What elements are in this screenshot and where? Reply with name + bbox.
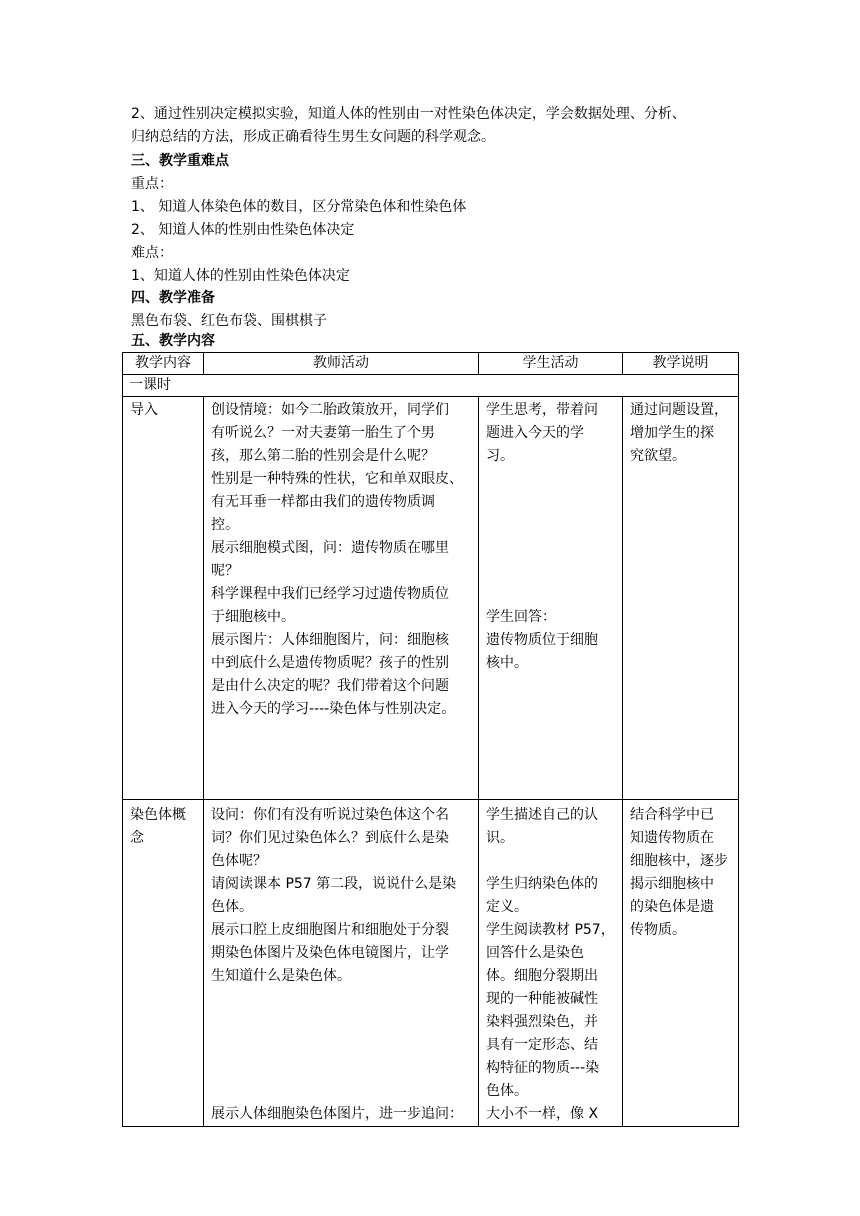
note-line: 揭示细胞核中 bbox=[630, 876, 714, 892]
teacher-line: 呢？ bbox=[211, 563, 239, 579]
difficulty-label: 难点： bbox=[131, 245, 173, 261]
note-line: 结合科学中已 bbox=[630, 807, 714, 823]
student-line: 学生思考，带着问 bbox=[486, 402, 598, 418]
student-line: 学生归纳染色体的 bbox=[486, 876, 598, 892]
student-line: 现的一种能被碱性 bbox=[486, 991, 598, 1007]
lesson-table bbox=[122, 352, 739, 1127]
session-row bbox=[123, 375, 739, 397]
note-line: 增加学生的探 bbox=[630, 425, 714, 441]
student-line: 识。 bbox=[486, 830, 514, 846]
section-3-title: 三、教学重难点 bbox=[131, 153, 229, 169]
note-line: 细胞核中，逐步 bbox=[630, 853, 728, 869]
teacher-line: 科学课程中我们已经学习过遗传物质位 bbox=[211, 586, 449, 602]
objective-2-line-1: 2、通过性别决定模拟实验，知道人体的性别由一对性染色体决定，学会数据处理、分析、 bbox=[131, 106, 686, 122]
teacher-line: 是由什么决定的呢？我们带着这个问题 bbox=[211, 678, 449, 694]
section-5-title: 五、教学内容 bbox=[131, 333, 215, 349]
note-line: 知遗传物质在 bbox=[630, 830, 714, 846]
student-line: 大小不一样，像 X bbox=[486, 1106, 599, 1122]
student-line: 题进入今天的学 bbox=[486, 425, 584, 441]
teacher-line: 色体。 bbox=[211, 899, 253, 915]
student-line: 染料强烈染色，并 bbox=[486, 1014, 598, 1030]
teacher-line: 孩，那么第二胎的性别会是什么呢？ bbox=[211, 448, 435, 464]
teacher-line: 展示细胞模式图，问：遗传物质在哪里 bbox=[211, 540, 449, 556]
teacher-line: 性别是一种特殊的性状，它和单双眼皮、 bbox=[211, 471, 463, 487]
key-point-1: 1、 知道人体染色体的数目，区分常染色体和性染色体 bbox=[131, 199, 467, 215]
teacher-line: 展示口腔上皮细胞图片和细胞处于分裂 bbox=[211, 922, 449, 938]
row-chromosome-note bbox=[623, 800, 739, 1127]
student-line: 遗传物质位于细胞 bbox=[486, 632, 598, 648]
student-line: 构特征的物质---染 bbox=[486, 1060, 600, 1076]
student-line: 学生阅读教材 P57， bbox=[486, 922, 615, 938]
teacher-line: 进入今天的学习----染色体与性别决定。 bbox=[211, 701, 456, 717]
content-line: 念 bbox=[130, 830, 144, 846]
student-line: 习。 bbox=[486, 448, 514, 464]
teacher-line: 有无耳垂一样都由我们的遗传物质调 bbox=[211, 494, 435, 510]
teacher-line: 中到底什么是遗传物质呢？孩子的性别 bbox=[211, 655, 449, 671]
teacher-line: 词？你们见过染色体么？到底什么是染 bbox=[211, 830, 449, 846]
header-student: 学生活动 bbox=[479, 353, 623, 375]
teacher-line: 展示人体细胞染色体图片，进一步追问： bbox=[211, 1106, 463, 1122]
materials-text: 黑色布袋、红色布袋、围棋棋子 bbox=[131, 313, 327, 329]
student-line: 体。细胞分裂期出 bbox=[486, 968, 598, 984]
difficulty-point-1: 1、知道人体的性别由性染色体决定 bbox=[131, 268, 350, 284]
note-line: 的染色体是遗 bbox=[630, 899, 714, 915]
student-line: 具有一定形态、结 bbox=[486, 1037, 598, 1053]
row-intro-content: 导入 bbox=[123, 397, 204, 800]
row-intro-teacher bbox=[204, 397, 479, 800]
teacher-line: 请阅读课本 P57 第二段，说说什么是染 bbox=[211, 876, 457, 892]
row-chromosome-teacher bbox=[204, 800, 479, 1127]
table-row bbox=[123, 800, 739, 1127]
row-intro-student bbox=[479, 397, 623, 800]
teacher-line: 色体呢？ bbox=[211, 853, 267, 869]
section-4-title: 四、教学准备 bbox=[131, 290, 215, 306]
session-label: 一课时 bbox=[123, 375, 739, 397]
row-intro-note bbox=[623, 397, 739, 800]
row-chromosome-content bbox=[123, 800, 204, 1127]
note-line: 传物质。 bbox=[630, 922, 686, 938]
teacher-line: 期染色体图片及染色体电镜图片，让学 bbox=[211, 945, 449, 961]
header-note: 教学说明 bbox=[623, 353, 739, 375]
content-line: 染色体概 bbox=[130, 807, 186, 823]
header-content: 教学内容 bbox=[123, 353, 204, 375]
note-line: 通过问题设置， bbox=[630, 402, 728, 418]
teacher-line: 控。 bbox=[211, 517, 239, 533]
teacher-line: 展示图片：人体细胞图片，问：细胞核 bbox=[211, 632, 449, 648]
objective-2-line-2: 归纳总结的方法，形成正确看待生男生女问题的科学观念。 bbox=[131, 129, 495, 145]
student-line: 学生描述自己的认 bbox=[486, 807, 598, 823]
teacher-line: 生知道什么是染色体。 bbox=[211, 968, 351, 984]
teacher-line: 有听说么？一对夫妻第一胎生了个男 bbox=[211, 425, 435, 441]
teacher-line: 设问：你们有没有听说过染色体这个名 bbox=[211, 807, 449, 823]
student-line: 回答什么是染色 bbox=[486, 945, 584, 961]
key-point-2: 2、 知道人体的性别由性染色体决定 bbox=[131, 222, 355, 238]
teacher-line: 创设情境：如今二胎政策放开，同学们 bbox=[211, 402, 449, 418]
student-line: 定义。 bbox=[486, 899, 528, 915]
header-teacher: 教师活动 bbox=[204, 353, 479, 375]
table-row bbox=[123, 397, 739, 800]
note-line: 究欲望。 bbox=[630, 448, 686, 464]
teacher-line: 于细胞核中。 bbox=[211, 609, 295, 625]
student-line: 学生回答： bbox=[486, 609, 556, 625]
key-label: 重点： bbox=[131, 176, 173, 192]
row-chromosome-student bbox=[479, 800, 623, 1127]
student-line: 核中。 bbox=[486, 655, 528, 671]
student-line: 色体。 bbox=[486, 1083, 528, 1099]
table-header-row bbox=[123, 353, 739, 375]
